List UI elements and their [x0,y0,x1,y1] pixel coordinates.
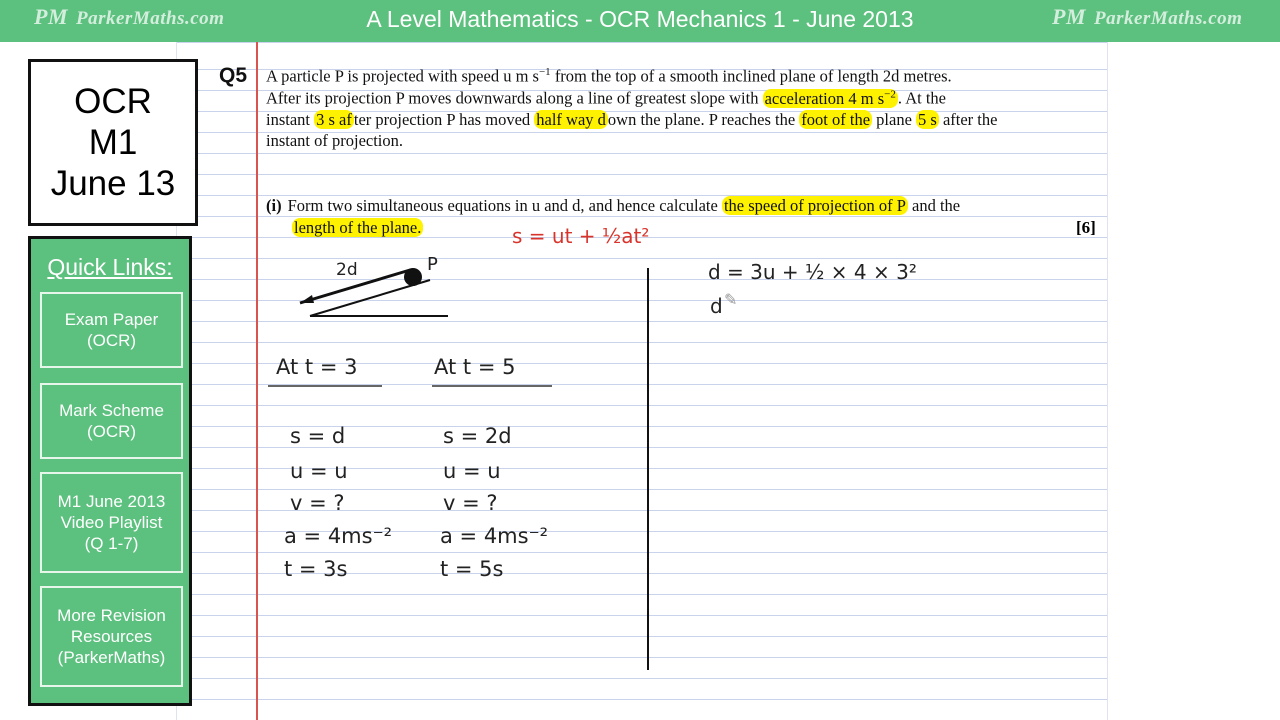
col1-row: v = ? [290,491,345,515]
col1-row: s = d [290,424,346,448]
session-label: June 13 [50,164,176,203]
col2-row: u = u [443,459,501,483]
highlight-acceleration: acceleration 4 m $s^{-2}$ [764,88,896,108]
highlight-5s: 5 s [918,110,937,129]
page-title: A Level Mathematics - OCR Mechanics 1 - June 2013 [366,6,914,32]
link-label: More Revision [57,606,166,625]
highlight-length: length of the plane. [294,218,422,237]
link-label: Resources [70,627,153,646]
col2-row: v = ? [443,491,498,515]
link-label: Video Playlist [60,513,163,532]
question-number: Q5 [219,64,248,87]
diagram-length-label: 2d [336,260,358,280]
module-label: M1 [88,123,138,162]
link-label: Exam Paper [64,310,159,329]
link-label: Mark Scheme [59,401,164,420]
quick-links-heading: Quick Links: [47,254,173,280]
highlight-half-way: half way d [536,110,606,129]
question-line-3: instant 3 s af ter projection P has moved half way d own the plane. P reaches the foot of the plane 5 s after the [266,110,998,129]
highlight-3s: 3 s af [316,110,352,129]
col1-row: t = 3s [284,557,348,581]
equation-1: d = 3u + ½ × 4 × 3² [708,260,917,284]
pen-cursor-icon: ✎ [724,290,738,309]
part-label: (i) [266,196,282,215]
col2-row: s = 2d [443,424,512,448]
link-label: (ParkerMaths) [57,648,166,667]
exam-board-label: OCR [74,82,152,121]
col2-heading: At t = 5 [434,355,516,379]
suvat-formula: s = ut + ½at² [512,224,650,248]
parkermaths-logo-right: PM ParkerMaths.com [1052,4,1243,29]
question-line-2: After its projection P moves downwards along a line of greatest slope with acceleration 4 m $s^{-2}$ . At the [266,88,946,108]
col2-row: a = 4ms⁻² [440,524,549,548]
link-label: (Q 1-7) [84,534,139,553]
parkermaths-logo-left: PM ParkerMaths.com [34,4,225,29]
col2-row: t = 5s [440,557,504,581]
col1-heading: At t = 3 [276,355,358,379]
part-i-line-1: (i) Form two simultaneous equations in u and d, and hence calculate the speed of projection of P and the [266,196,961,215]
col1-row: u = u [290,459,348,483]
question-line-4: instant of projection. [266,131,404,150]
highlight-speed: the speed of projection of P [723,196,906,215]
link-label: (OCR) [86,331,137,350]
col1-row: a = 4ms⁻² [284,524,393,548]
highlight-foot: foot of the [801,110,871,129]
marks-label: [6] [1076,218,1096,237]
diagram-particle-label: P [427,254,438,275]
equation-2-partial: d [710,294,723,318]
link-label: M1 June 2013 [57,492,166,511]
link-label: (OCR) [86,422,137,441]
question-line-1: A particle P is projected with speed u m $s^{-1}$ from the top of a smooth inclined plane of length 2d metres. [266,66,952,86]
